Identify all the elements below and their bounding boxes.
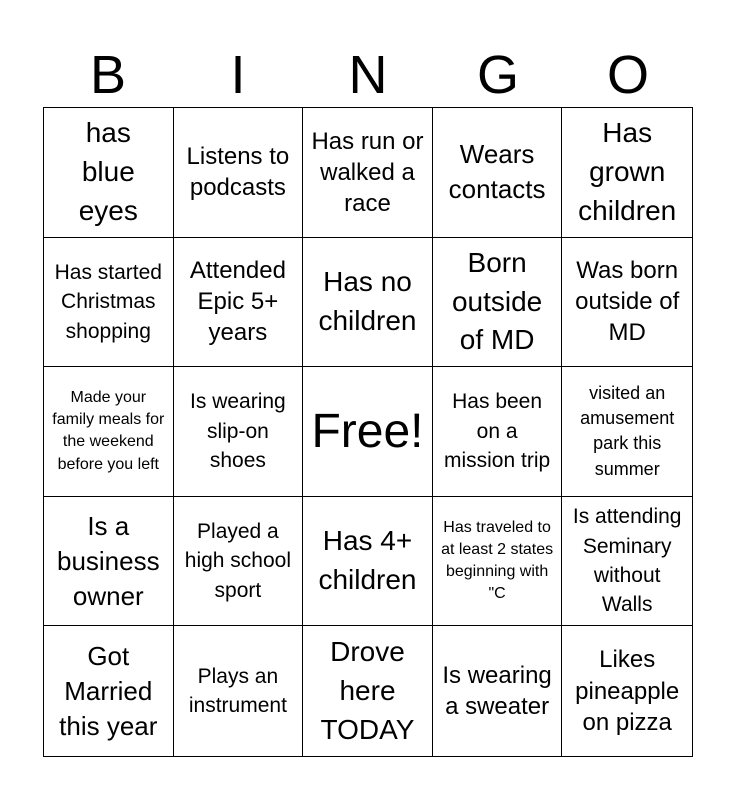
cell-text: Has no children xyxy=(318,266,417,336)
cell-text: Wears contacts xyxy=(448,139,546,205)
bingo-cell[interactable] xyxy=(44,367,174,497)
cell-text: Got Married this year xyxy=(59,640,158,741)
bingo-cell[interactable] xyxy=(174,238,304,368)
bingo-cell[interactable] xyxy=(303,626,433,756)
cell-text: Is attending Seminary without Walls xyxy=(572,505,682,617)
bingo-grid xyxy=(43,107,693,757)
cell-text: Free! xyxy=(311,404,424,458)
cell-text: Has started Christmas shopping xyxy=(54,260,162,343)
cell-text: Has run or walked a race xyxy=(311,127,424,217)
cell-text: Listens to podcasts xyxy=(186,143,290,202)
bingo-cell[interactable] xyxy=(562,238,692,368)
cell-text: Attended Epic 5+ years xyxy=(189,257,286,347)
cell-text: Born outside of MD xyxy=(451,246,543,356)
cell-text: Played a high school sport xyxy=(184,520,292,602)
header-letter-i: I xyxy=(230,45,246,105)
bingo-cell[interactable] xyxy=(44,108,174,238)
bingo-cell[interactable] xyxy=(44,626,174,756)
bingo-cell[interactable] xyxy=(433,367,563,497)
bingo-cell[interactable] xyxy=(433,497,563,627)
bingo-cell[interactable] xyxy=(174,367,304,497)
bingo-cell[interactable] xyxy=(562,626,692,756)
cell-text: visited an amusement park this summer xyxy=(580,383,675,479)
cell-text: Is wearing slip-on shoes xyxy=(190,390,286,473)
bingo-cell[interactable] xyxy=(303,238,433,368)
cell-text: Drove here TODAY xyxy=(320,636,415,745)
bingo-cell[interactable] xyxy=(562,108,692,238)
cell-text: Is a business owner xyxy=(56,510,160,611)
cell-text: Was born outside of MD xyxy=(575,257,680,347)
cell-text: Has traveled to at least 2 states beginning with "C xyxy=(441,518,554,603)
bingo-cell[interactable] xyxy=(174,626,304,756)
cell-text: has blue eyes xyxy=(78,117,138,226)
cell-text: Made your family meals for the weekend before you left xyxy=(52,389,165,473)
bingo-cell[interactable] xyxy=(44,238,174,368)
cell-text: Plays an instrument xyxy=(188,664,287,718)
bingo-cell[interactable] xyxy=(174,108,304,238)
bingo-cell[interactable] xyxy=(303,367,433,497)
header-letter-n: N xyxy=(348,45,388,105)
bingo-cell[interactable] xyxy=(44,497,174,627)
cell-text: Likes pineapple on pizza xyxy=(575,646,680,736)
bingo-cell[interactable] xyxy=(174,497,304,627)
header-letter-b: B xyxy=(89,45,127,105)
bingo-cell[interactable] xyxy=(433,626,563,756)
bingo-cell[interactable] xyxy=(433,238,563,368)
cell-text: Has grown children xyxy=(578,117,677,226)
bingo-cell[interactable] xyxy=(433,108,563,238)
bingo-cell[interactable] xyxy=(303,108,433,238)
header-letter-g: G xyxy=(476,45,519,105)
header-letter-o: O xyxy=(606,45,649,105)
cell-text: Has been on a mission trip xyxy=(443,390,551,473)
cell-text: Is wearing a sweater xyxy=(442,662,552,721)
bingo-cell[interactable] xyxy=(562,367,692,497)
bingo-cell[interactable] xyxy=(303,497,433,627)
cell-text: Has 4+ children xyxy=(318,525,417,596)
bingo-cell[interactable] xyxy=(562,497,692,627)
bingo-header xyxy=(43,44,693,106)
